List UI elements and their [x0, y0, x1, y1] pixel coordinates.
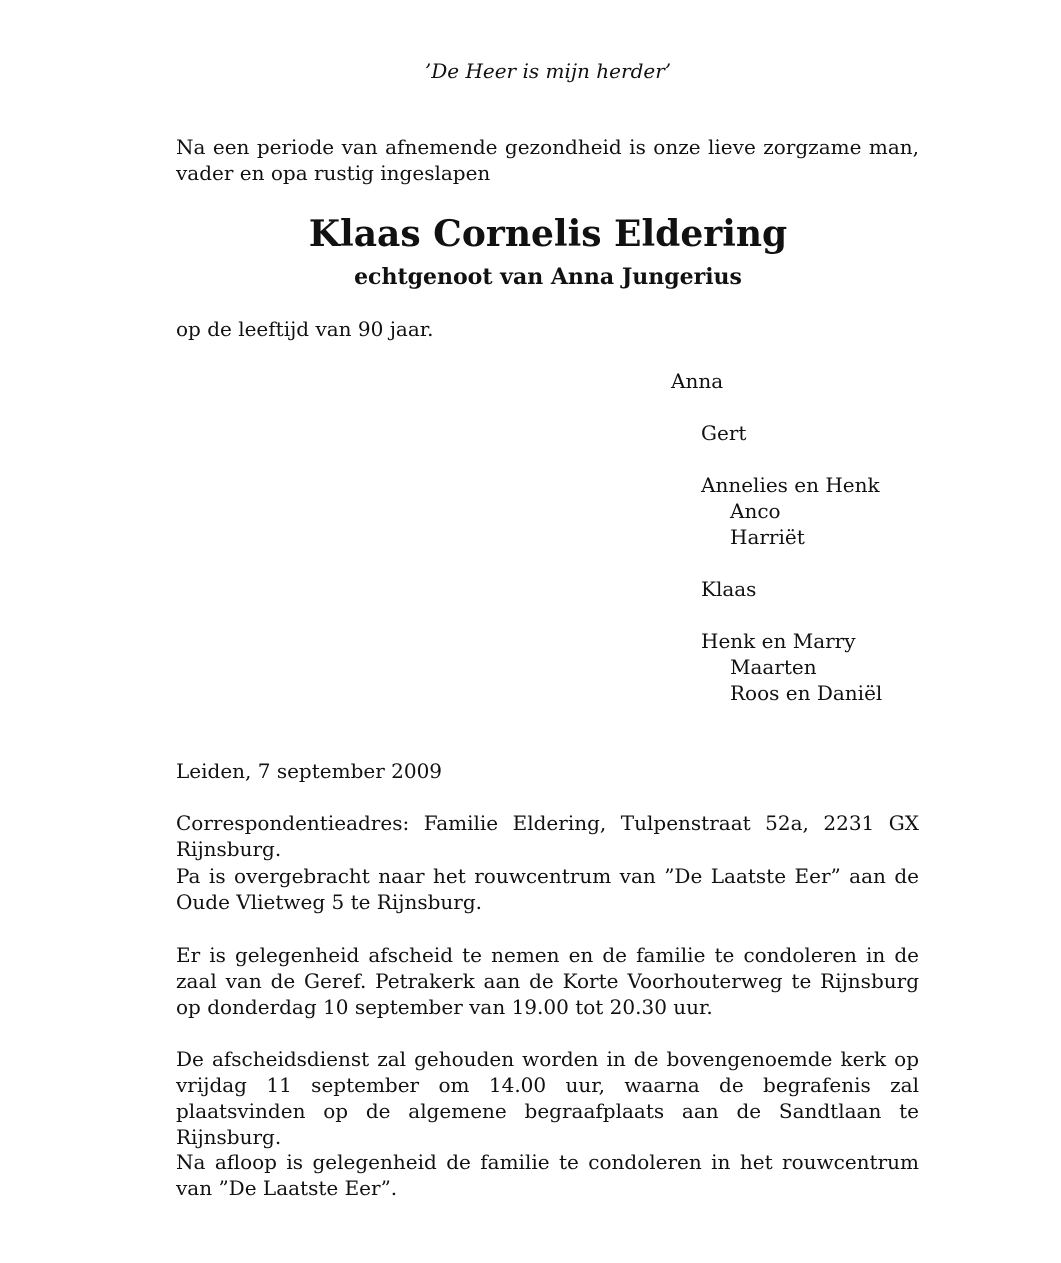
paragraph-transfer: Pa is overgebracht naar het rouwcentrum van ”De Laatste Eer” aan de Oude Vlietweg 5 te Rijnsburg. [176, 864, 919, 914]
paragraph-condolence: Er is gelegenheid afscheid te nemen en de familie te condoleren in de zaal van de Geref. Petrakerk aan de Korte Voorhouterweg te Rijnsburg op donderdag 10 september van 19.00 tot 20.30 uur. [176, 943, 919, 1019]
paragraph-after: Na afloop is gelegenheid de familie te condoleren in het rouwcentrum van ”De Laatste Eer”. [176, 1150, 919, 1200]
age-line: op de leeftijd van 90 jaar. [176, 317, 434, 341]
spouse-line: echtgenoot van Anna Jungerius [354, 264, 742, 290]
family-member: Gert [701, 421, 747, 445]
family-member: Klaas [701, 577, 757, 601]
motto: ’De Heer is mijn herder’ [424, 59, 672, 83]
intro-text: Na een periode van afnemende gezondheid is onze lieve zorgzame man, vader en opa rustig ingeslapen [176, 135, 919, 185]
family-member: Harriët [730, 525, 805, 549]
deceased-name: Klaas Cornelis Eldering [308, 213, 788, 255]
family-member: Henk en Marry [701, 629, 856, 653]
family-member: Maarten [730, 655, 817, 679]
family-member: Annelies en Henk [701, 473, 880, 497]
place-date: Leiden, 7 september 2009 [176, 759, 443, 783]
family-member: Anco [730, 499, 781, 523]
family-member: Anna [671, 369, 724, 393]
family-member: Roos en Daniël [730, 681, 883, 705]
paragraph-service: De afscheidsdienst zal gehouden worden in de bovengenoemde kerk op vrijdag 11 september om 14.00 uur, waarna de begrafenis zal plaatsvinden op de algemene begraafplaats aan de Sandtlaan te Rijnsburg. [176, 1047, 919, 1149]
correspondence-address: Correspondentieadres: Familie Eldering, Tulpenstraat 52a, 2231 GX Rijnsburg. [176, 811, 919, 861]
